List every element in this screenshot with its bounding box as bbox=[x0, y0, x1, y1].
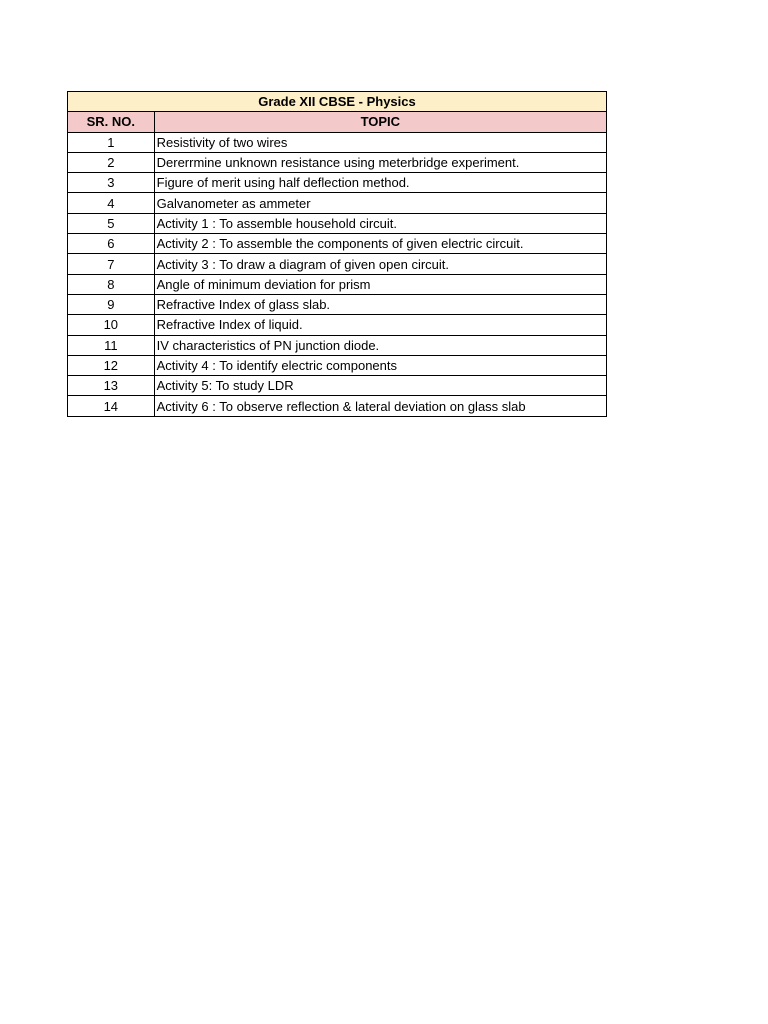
table-row bbox=[68, 396, 607, 416]
table-title: Grade XII CBSE - Physics bbox=[68, 92, 607, 112]
sr-cell: 11 bbox=[68, 335, 155, 355]
topic-cell: Resistivity of two wires bbox=[154, 132, 606, 152]
sr-cell: 5 bbox=[68, 213, 155, 233]
topic-cell: Galvanometer as ammeter bbox=[154, 193, 606, 213]
topic-cell: Refractive Index of glass slab. bbox=[154, 294, 606, 314]
topic-header: TOPIC bbox=[154, 112, 606, 132]
sr-cell: 10 bbox=[68, 315, 155, 335]
table-row bbox=[68, 254, 607, 274]
topic-cell: Activity 4 : To identify electric components bbox=[154, 355, 606, 375]
sr-cell: 14 bbox=[68, 396, 155, 416]
topic-cell: Activity 2 : To assemble the components of given electric circuit. bbox=[154, 234, 606, 254]
table-row bbox=[68, 335, 607, 355]
sr-cell: 9 bbox=[68, 294, 155, 314]
topic-cell: Activity 1 : To assemble household circuit. bbox=[154, 213, 606, 233]
table-row bbox=[68, 234, 607, 254]
topic-cell: Angle of minimum deviation for prism bbox=[154, 274, 606, 294]
table-row bbox=[68, 173, 607, 193]
sr-cell: 4 bbox=[68, 193, 155, 213]
table-row bbox=[68, 152, 607, 172]
sr-cell: 3 bbox=[68, 173, 155, 193]
topic-cell: Dererrmine unknown resistance using meterbridge experiment. bbox=[154, 152, 606, 172]
topic-cell: Figure of merit using half deflection method. bbox=[154, 173, 606, 193]
sr-cell: 12 bbox=[68, 355, 155, 375]
table-row bbox=[68, 376, 607, 396]
header-row bbox=[68, 112, 607, 132]
sr-cell: 13 bbox=[68, 376, 155, 396]
table-row bbox=[68, 294, 607, 314]
table-row bbox=[68, 315, 607, 335]
topic-cell: Activity 3 : To draw a diagram of given open circuit. bbox=[154, 254, 606, 274]
table-row bbox=[68, 355, 607, 375]
topic-cell: IV characteristics of PN junction diode. bbox=[154, 335, 606, 355]
title-row bbox=[68, 92, 607, 112]
table-row bbox=[68, 193, 607, 213]
sr-cell: 8 bbox=[68, 274, 155, 294]
sr-cell: 7 bbox=[68, 254, 155, 274]
sr-cell: 6 bbox=[68, 234, 155, 254]
sr-cell: 1 bbox=[68, 132, 155, 152]
topic-cell: Refractive Index of liquid. bbox=[154, 315, 606, 335]
sr-cell: 2 bbox=[68, 152, 155, 172]
topic-cell: Activity 5: To study LDR bbox=[154, 376, 606, 396]
topic-cell: Activity 6 : To observe reflection & lateral deviation on glass slab bbox=[154, 396, 606, 416]
sr-no-header: SR. NO. bbox=[68, 112, 155, 132]
physics-topic-table bbox=[67, 91, 607, 417]
table-row bbox=[68, 213, 607, 233]
table-row bbox=[68, 274, 607, 294]
table-row bbox=[68, 132, 607, 152]
